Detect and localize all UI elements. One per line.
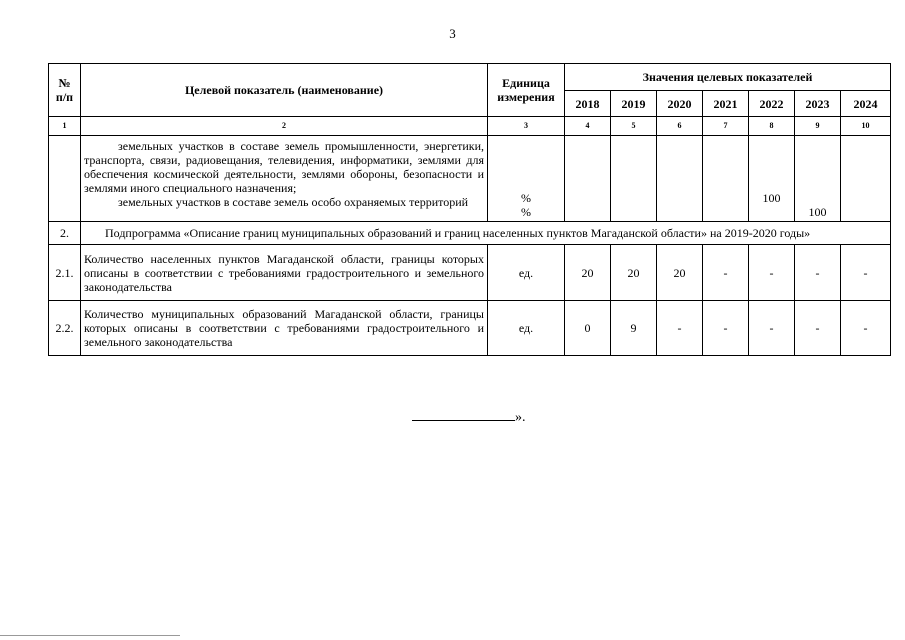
value-cell bbox=[565, 136, 611, 222]
closing-mark bbox=[412, 410, 526, 426]
column-index: 1 bbox=[49, 117, 81, 136]
header-year: 2020 bbox=[657, 91, 703, 117]
continuation-text bbox=[81, 136, 488, 222]
column-index: 2 bbox=[81, 117, 488, 136]
row-value: - bbox=[703, 245, 749, 301]
value-2022: 100 bbox=[749, 136, 795, 222]
subprogram-title: Подпрограмма «Описание границ муниципальных образований и границ населенных пунктов Магаданской области» на 2019-2020 годы» bbox=[81, 222, 891, 245]
header-name: Целевой показатель (наименование) bbox=[81, 64, 488, 117]
row-value: - bbox=[749, 301, 795, 356]
continuation-row bbox=[49, 136, 891, 222]
row-value: - bbox=[795, 301, 841, 356]
header-row-top bbox=[49, 64, 891, 91]
closing-quote: ». bbox=[515, 410, 526, 425]
value-cell bbox=[841, 136, 891, 222]
target-indicators-table bbox=[48, 63, 891, 356]
value-cell bbox=[611, 136, 657, 222]
row-num: 2.2. bbox=[49, 301, 81, 356]
column-index: 4 bbox=[565, 117, 611, 136]
header-year: 2018 bbox=[565, 91, 611, 117]
continuation-num bbox=[49, 136, 81, 222]
column-index: 9 bbox=[795, 117, 841, 136]
bottom-rule bbox=[0, 635, 180, 637]
column-index-row bbox=[49, 117, 891, 136]
row-value: - bbox=[749, 245, 795, 301]
column-index: 8 bbox=[749, 117, 795, 136]
row-name: Количество муниципальных образований Магаданской области, границы которых описаны в соответствии с требованиями градостроительного и земельного законодательства bbox=[81, 301, 488, 356]
row-value: - bbox=[703, 301, 749, 356]
row-unit: ед. bbox=[488, 245, 565, 301]
continuation-text-1: земельных участков в составе земель промышленности, энергетики, транспорта, связи, радиовещания, телевидения, информатики, землями для обеспечения космической деятельности, землями обороны, безопасности и землями иного специального назначения; bbox=[84, 139, 484, 195]
header-unit: Единица измерения bbox=[488, 64, 565, 117]
row-value: - bbox=[795, 245, 841, 301]
continuation-text-2: земельных участков в составе земель особо охраняемых территорий bbox=[118, 195, 469, 209]
table-row bbox=[49, 301, 891, 356]
row-value: 0 bbox=[565, 301, 611, 356]
header-num: № п/п bbox=[49, 64, 81, 117]
column-index: 7 bbox=[703, 117, 749, 136]
continuation-unit-2: % bbox=[521, 205, 531, 219]
row-value: 20 bbox=[565, 245, 611, 301]
column-index: 5 bbox=[611, 117, 657, 136]
closing-underline bbox=[412, 420, 515, 421]
column-index: 10 bbox=[841, 117, 891, 136]
value-cell bbox=[657, 136, 703, 222]
row-value: - bbox=[841, 245, 891, 301]
row-value: - bbox=[841, 301, 891, 356]
header-year: 2019 bbox=[611, 91, 657, 117]
row-value: 20 bbox=[611, 245, 657, 301]
column-index: 3 bbox=[488, 117, 565, 136]
table-row bbox=[49, 245, 891, 301]
page-number: 3 bbox=[449, 26, 456, 41]
header-year: 2021 bbox=[703, 91, 749, 117]
row-value: - bbox=[657, 301, 703, 356]
continuation-unit-1: % bbox=[521, 191, 531, 205]
row-num: 2.1. bbox=[49, 245, 81, 301]
row-unit: ед. bbox=[488, 301, 565, 356]
header-year: 2023 bbox=[795, 91, 841, 117]
subprogram-row bbox=[49, 222, 891, 245]
continuation-unit bbox=[488, 136, 565, 222]
value-cell bbox=[703, 136, 749, 222]
header-year: 2024 bbox=[841, 91, 891, 117]
value-2023: 100 bbox=[795, 136, 841, 222]
column-index: 6 bbox=[657, 117, 703, 136]
header-year: 2022 bbox=[749, 91, 795, 117]
subprogram-num: 2. bbox=[49, 222, 81, 245]
row-value: 9 bbox=[611, 301, 657, 356]
row-value: 20 bbox=[657, 245, 703, 301]
header-values-group: Значения целевых показателей bbox=[565, 64, 891, 91]
row-name: Количество населенных пунктов Магаданской области, границы которых описаны в соответствии с требованиями градостроительного и земельного законодательства bbox=[81, 245, 488, 301]
